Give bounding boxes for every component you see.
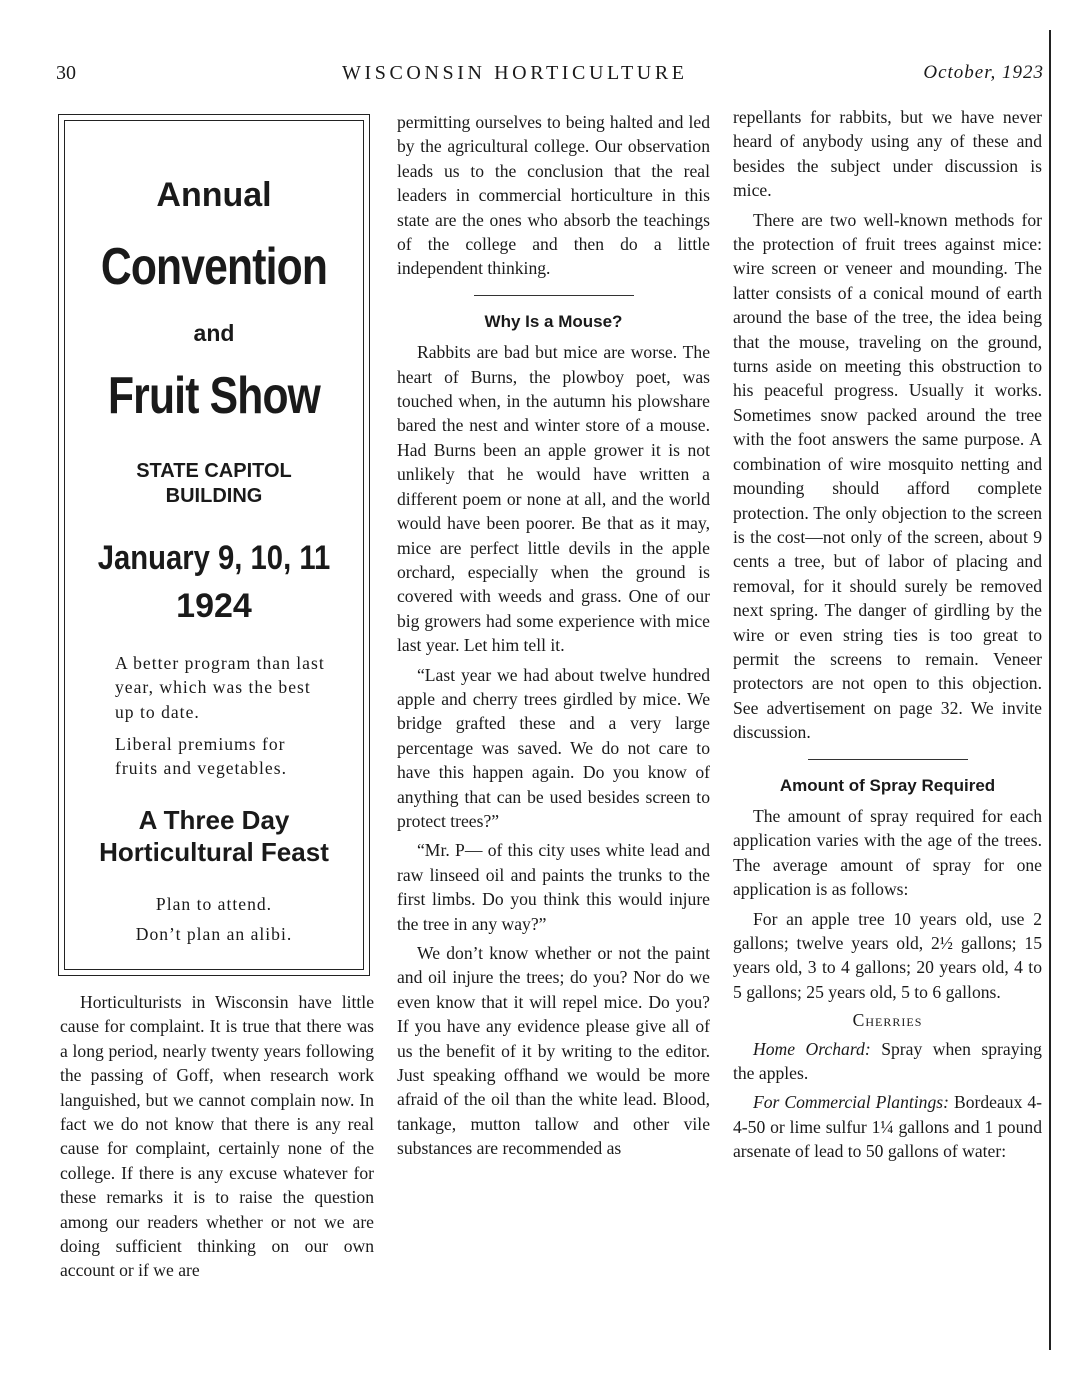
ad-program-text: A better program than last year, which was the best up to date. (115, 653, 325, 722)
paragraph: Horticulturists in Wisconsin have little cause for complaint. It is true that there was a long period, nearly twenty years following the passing of Goff, when research work languished, but we cannot complain now. In fact we do not know that there is any real cause for complaint, certainly none of the college. If there is any excuse whatever for these remarks it is to raise the question among our readers whether or not we are doing sufficient thinking on our own account or if we are (60, 992, 374, 1281)
paragraph: “Last year we had about twelve hundred apple and cherry trees girdled by mice. We bridge grafted these and a very large percentage was saved. We do not care to have this happen again. Do you know of anything that can be used besides screen to protect trees?” (397, 664, 710, 831)
column-1-text (60, 990, 374, 1283)
subheading-cherries: Cherries (852, 1010, 923, 1031)
section-heading-spray: Amount of Spray Required (779, 775, 996, 795)
margin-rule (1049, 30, 1051, 1350)
paragraph: repellants for rabbits, but we have never heard of anybody using any of these and besides the subject under discussion is mice. (733, 107, 1042, 201)
paragraph: There are two well-known methods for the protection of fruit trees against mice: wire screen or veneer and mounding. The latter consists of a conical mound of earth around the base of the tree, the idea being that the mouse, traveling on the ground, turns aside on meeting this obstruction to his peaceful progress. Usually it works. Sometimes snow packed around the tree with the foot answers the same purpose. A combination of wire mosquito netting and mounding should afford complete protection. The only objection to the screen is the cost—not only of the screen, about 9 cents a tree, but of labor of placing and removal, for it should surely be removed next spring. The danger of girdling by the wire or even string ties is too great to permit the screens to remain. Veneer protectors are not open to this objection. See advertisement on page 32. We invite discussion. (733, 209, 1042, 743)
ad-venue: STATE CAPITOL BUILDING (136, 460, 292, 507)
convention-advertisement (58, 114, 370, 976)
paragraph: The amount of spray required for each application varies with the age of the trees. The average amount of spray for one application is as follows: (733, 805, 1042, 900)
ad-alibi-text: Don’t plan an alibi. (135, 924, 293, 944)
home-orchard-label: Home Orchard: (753, 1038, 871, 1059)
home-orchard-text: Spray when spraying the apples. (733, 1038, 1042, 1084)
paragraph: “Mr. P— of this city uses white lead and raw linseed oil and paints the trunks to the first limbs. Do you think this would injure the tree in any way?” (397, 840, 710, 934)
paragraph (733, 1037, 1042, 1086)
journal-title: WISCONSIN HORTICULTURE (342, 62, 688, 84)
commercial-plantings-text: Bordeaux 4-4-50 or lime sulfur 1¼ gallons and 1 pound arsenate of lead to 50 gallons of water: (733, 1092, 1042, 1162)
paragraph: We don’t know whether or not the paint and oil injure the trees; do you? Nor do we even know that it will repel mice. Do you? If you have any evidence please give all of us the benefit of it by writing to the editor. Just speaking offhand we would be more afraid of the oil than the white lead. Blood, tankage, mutton tallow and other vile substances are recommended as (397, 943, 710, 1159)
ad-dates: January 9, 10, 11 (97, 539, 331, 577)
paragraph: Rabbits are bad but mice are worse. The heart of Burns, the plowboy poet, was touched when, in the autumn his plowshare bared the nest and winter store of a mouse. Had Burns been an apple grower it is not unlikely that he would have written a different poem or none at all, and the world would have been poorer. Be that as it may, mice are perfect little devils in the apple orchard, especially when the ground is covered with weeds and grass. One of our big growers had some experience with mice last year. Let him tell it. (397, 342, 710, 656)
paragraph: For an apple tree 10 years old, use 2 gallons; twelve years old, 2½ gallons; 15 years old, 3 to 4 gallons; 20 years old, 4 to 5 gallons; 25 years old, 5 to 6 gallons. (733, 908, 1042, 1002)
ad-year: 1924 (176, 587, 252, 625)
column-2-text (397, 110, 710, 1161)
section-divider (474, 295, 634, 296)
issue-date: October, 1923 (923, 62, 1044, 83)
paragraph: permitting ourselves to being halted and led by the agricultural college. Our observation leads us to the conclusion that the real leaders in commercial horticulture in this state are the ones who absorb the teachings of the college and then do a little independent thinking. (397, 112, 710, 279)
column-3-text (733, 105, 1042, 1164)
ad-feast-heading: A Three Day Horticultural Feast (99, 805, 329, 867)
ad-premiums-text: Liberal premiums for fruits and vegetables. (115, 734, 287, 779)
ad-annual: Annual (156, 176, 272, 214)
ad-and: and (193, 320, 235, 346)
page-header (0, 62, 1090, 92)
ad-attend-text: Plan to attend. (155, 894, 273, 914)
paragraph (733, 1090, 1042, 1163)
ad-fruit-show: Fruit Show (107, 367, 321, 425)
ad-convention: Convention (100, 238, 328, 296)
page-number: 30 (56, 62, 76, 84)
section-divider (808, 759, 968, 760)
section-heading-mouse: Why Is a Mouse? (484, 311, 623, 331)
commercial-plantings-label: For Commercial Plantings: (753, 1092, 949, 1113)
advertisement-inner-border (64, 120, 364, 970)
